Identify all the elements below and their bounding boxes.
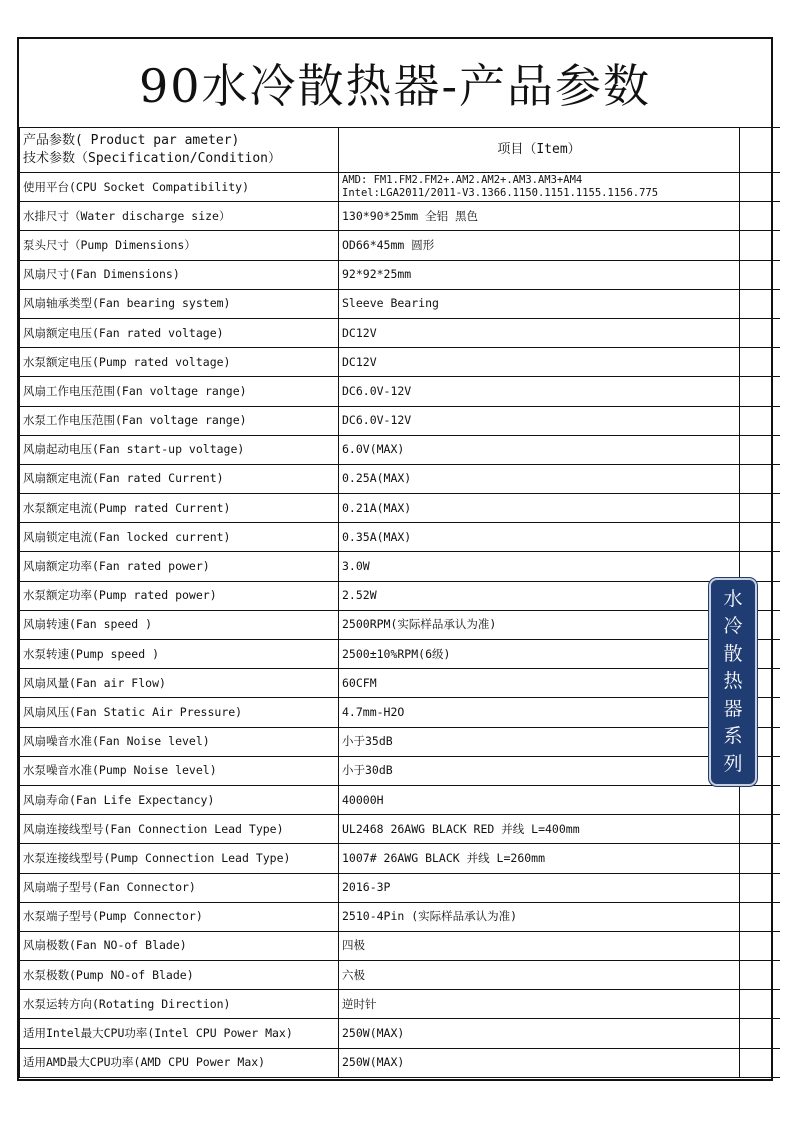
table-row xyxy=(20,173,781,202)
spec-label: 风扇轴承类型(Fan bearing system) xyxy=(20,289,339,318)
blank-cell xyxy=(740,785,781,814)
table-row xyxy=(20,961,781,990)
spec-label: 水泵连接线型号(Pump Connection Lead Type) xyxy=(20,844,339,873)
spec-value: 40000H xyxy=(339,785,740,814)
table-row xyxy=(20,464,781,493)
blank-cell xyxy=(740,1019,781,1048)
spec-label: 风扇风压(Fan Static Air Pressure) xyxy=(20,698,339,727)
table-row xyxy=(20,990,781,1019)
blank-cell xyxy=(740,815,781,844)
badge-char: 散 xyxy=(723,642,743,665)
blank-cell xyxy=(740,961,781,990)
spec-label: 风扇风量(Fan air Flow) xyxy=(20,669,339,698)
spec-label: 水泵转速(Pump speed ) xyxy=(20,640,339,669)
spec-value: 2.52W xyxy=(339,581,740,610)
series-badge xyxy=(709,578,757,786)
spec-label: 水泵额定功率(Pump rated power) xyxy=(20,581,339,610)
table-row xyxy=(20,552,781,581)
spec-value: 六极 xyxy=(339,961,740,990)
spec-value: 92*92*25mm xyxy=(339,260,740,289)
blank-cell xyxy=(740,377,781,406)
spec-value: DC6.0V-12V xyxy=(339,406,740,435)
spec-value: 0.21A(MAX) xyxy=(339,494,740,523)
table-row xyxy=(20,231,781,260)
badge-char: 系 xyxy=(723,725,743,748)
spec-value: 2500±10%RPM(6级) xyxy=(339,640,740,669)
badge-char: 列 xyxy=(723,752,743,775)
spec-label: 水泵额定电压(Pump rated voltage) xyxy=(20,348,339,377)
spec-value-line2: Intel:LGA2011/2011-V3.1366.1150.1151.1155.1156.775 xyxy=(342,187,659,200)
spec-value: 四极 xyxy=(339,931,740,960)
blank-cell xyxy=(740,931,781,960)
spec-value: 1007# 26AWG BLACK 并线 L=260mm xyxy=(339,844,740,873)
spec-value: DC6.0V-12V xyxy=(339,377,740,406)
spec-value: 0.25A(MAX) xyxy=(339,464,740,493)
table-row xyxy=(20,202,781,231)
blank-cell xyxy=(740,435,781,464)
badge-char: 冷 xyxy=(723,615,743,638)
blank-cell xyxy=(740,990,781,1019)
blank-cell xyxy=(740,202,781,231)
table-row xyxy=(20,902,781,931)
table-row xyxy=(20,406,781,435)
blank-cell xyxy=(740,348,781,377)
table-row xyxy=(20,348,781,377)
spec-label: 水泵噪音水准(Pump Noise level) xyxy=(20,756,339,785)
table-row xyxy=(20,260,781,289)
spec-label: 水泵极数(Pump NO-of Blade) xyxy=(20,961,339,990)
blank-cell xyxy=(740,902,781,931)
spec-value: 250W(MAX) xyxy=(339,1019,740,1048)
spec-value: 3.0W xyxy=(339,552,740,581)
spec-value xyxy=(339,173,740,202)
badge-char: 热 xyxy=(723,670,743,693)
spec-value-line1: AMD: FM1.FM2.FM2+.AM2.AM2+.AM3.AM3+AM4 xyxy=(342,174,583,187)
spec-label: 风扇工作电压范围(Fan voltage range) xyxy=(20,377,339,406)
table-header-row xyxy=(20,128,781,173)
spec-label: 泵头尺寸（Pump Dimensions） xyxy=(20,231,339,260)
spec-label: 水泵额定电流(Pump rated Current) xyxy=(20,494,339,523)
badge-char: 器 xyxy=(723,697,743,720)
table-row xyxy=(20,435,781,464)
spec-label: 风扇锁定电流(Fan locked current) xyxy=(20,523,339,552)
spec-label: 风扇端子型号(Fan Connector) xyxy=(20,873,339,902)
spec-label: 风扇连接线型号(Fan Connection Lead Type) xyxy=(20,815,339,844)
spec-value: 130*90*25mm 全铝 黑色 xyxy=(339,202,740,231)
table-row xyxy=(20,727,781,756)
blank-cell xyxy=(740,523,781,552)
blank-cell xyxy=(740,406,781,435)
spec-value: 6.0V(MAX) xyxy=(339,435,740,464)
spec-sheet xyxy=(17,37,773,1081)
param-header-line1: 产品参数( Product par ameter) xyxy=(23,133,240,148)
blank-cell xyxy=(740,552,781,581)
spec-label: 风扇尺寸(Fan Dimensions) xyxy=(20,260,339,289)
spec-label: 适用Intel最大CPU功率(Intel CPU Power Max) xyxy=(20,1019,339,1048)
badge-char: 水 xyxy=(723,587,743,610)
spec-value: OD66*45mm 圆形 xyxy=(339,231,740,260)
spec-label: 风扇额定电流(Fan rated Current) xyxy=(20,464,339,493)
table-row xyxy=(20,844,781,873)
table-row xyxy=(20,698,781,727)
param-header-line2: 技术参数（Specification/Condition） xyxy=(23,151,282,166)
spec-label: 风扇噪音水准(Fan Noise level) xyxy=(20,727,339,756)
table-row xyxy=(20,318,781,347)
spec-value: DC12V xyxy=(339,348,740,377)
spec-value: 60CFM xyxy=(339,669,740,698)
blank-cell xyxy=(740,260,781,289)
blank-cell xyxy=(740,494,781,523)
blank-header-cell xyxy=(740,128,781,173)
spec-value: 小于30dB xyxy=(339,756,740,785)
spec-value: 2510-4Pin (实际样品承认为准) xyxy=(339,902,740,931)
spec-label: 风扇额定电压(Fan rated voltage) xyxy=(20,318,339,347)
spec-value: 逆时针 xyxy=(339,990,740,1019)
blank-cell xyxy=(740,464,781,493)
spec-label: 风扇极数(Fan NO-of Blade) xyxy=(20,931,339,960)
spec-value: UL2468 26AWG BLACK RED 并线 L=400mm xyxy=(339,815,740,844)
table-row xyxy=(20,494,781,523)
table-row xyxy=(20,931,781,960)
blank-cell xyxy=(740,318,781,347)
spec-label: 水泵工作电压范围(Fan voltage range) xyxy=(20,406,339,435)
table-row xyxy=(20,785,781,814)
blank-cell xyxy=(740,873,781,902)
spec-label: 水排尺寸（Water discharge size） xyxy=(20,202,339,231)
spec-label: 风扇额定功率(Fan rated power) xyxy=(20,552,339,581)
spec-value: 2016-3P xyxy=(339,873,740,902)
spec-label: 风扇起动电压(Fan start-up voltage) xyxy=(20,435,339,464)
spec-value: 2500RPM(实际样品承认为准) xyxy=(339,610,740,639)
spec-label: 风扇转速(Fan speed ) xyxy=(20,610,339,639)
table-row xyxy=(20,873,781,902)
blank-cell xyxy=(740,844,781,873)
page-title: 90水冷散热器-产品参数 xyxy=(19,39,771,128)
blank-cell xyxy=(740,173,781,202)
blank-cell xyxy=(740,289,781,318)
spec-table xyxy=(19,127,780,1078)
spec-value: 小于35dB xyxy=(339,727,740,756)
spec-label: 水泵端子型号(Pump Connector) xyxy=(20,902,339,931)
table-row xyxy=(20,523,781,552)
table-row xyxy=(20,756,781,785)
spec-value: Sleeve Bearing xyxy=(339,289,740,318)
item-header-cell: 项目（Item） xyxy=(339,128,740,173)
table-row xyxy=(20,289,781,318)
table-row xyxy=(20,610,781,639)
table-row xyxy=(20,815,781,844)
spec-value: 4.7mm-H2O xyxy=(339,698,740,727)
table-row xyxy=(20,640,781,669)
table-row xyxy=(20,1019,781,1048)
spec-label: 使用平台(CPU Socket Compatibility) xyxy=(20,173,339,202)
table-row xyxy=(20,377,781,406)
spec-label: 适用AMD最大CPU功率(AMD CPU Power Max) xyxy=(20,1048,339,1077)
spec-label: 水泵运转方向(Rotating Direction) xyxy=(20,990,339,1019)
spec-value: 250W(MAX) xyxy=(339,1048,740,1077)
spec-value: 0.35A(MAX) xyxy=(339,523,740,552)
param-header-cell xyxy=(20,128,339,173)
spec-value: DC12V xyxy=(339,318,740,347)
blank-cell xyxy=(740,1048,781,1077)
table-row xyxy=(20,1048,781,1077)
table-row xyxy=(20,581,781,610)
table-row xyxy=(20,669,781,698)
blank-cell xyxy=(740,231,781,260)
spec-label: 风扇寿命(Fan Life Expectancy) xyxy=(20,785,339,814)
